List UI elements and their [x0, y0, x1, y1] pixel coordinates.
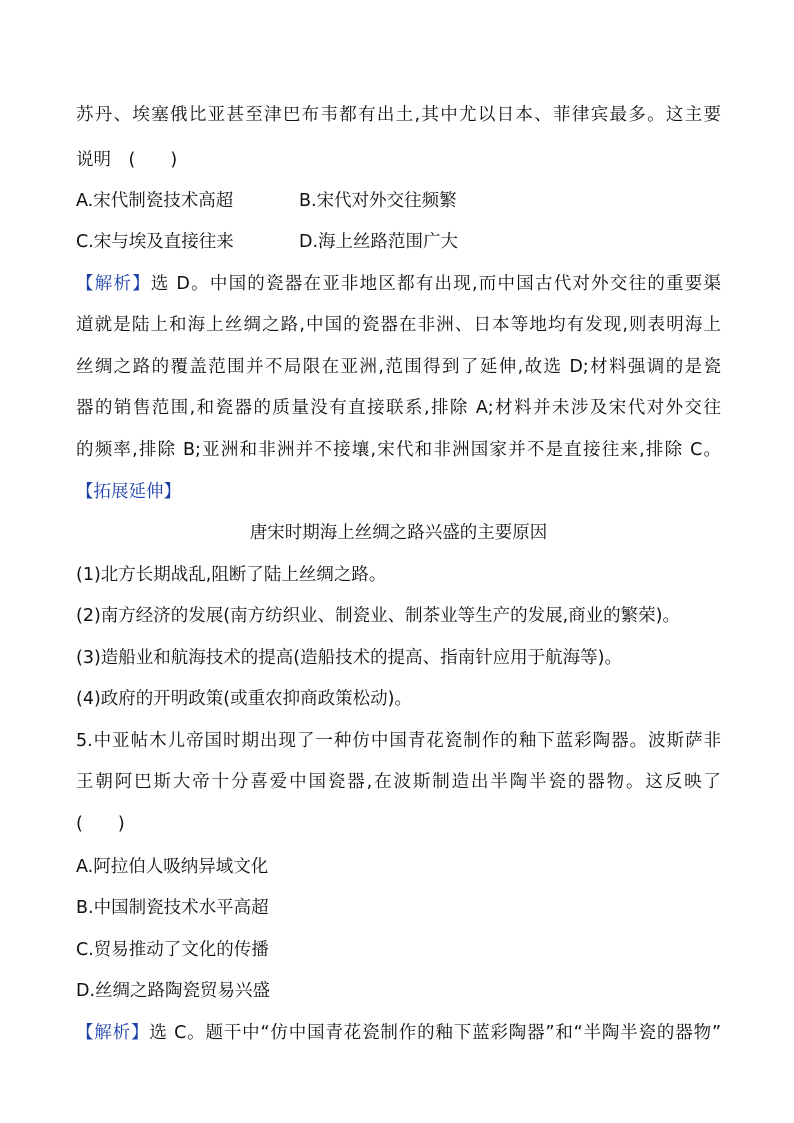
extension-tag: 【拓展延伸】 — [76, 482, 181, 502]
analysis5-line-1 — [76, 1022, 721, 1044]
analysis4-text-1: 选 D。中国的瓷器在亚非地区都有出现,而中国古代对外交往的重要渠 — [150, 274, 721, 294]
extension-item-3: (3)造船业和航海技术的提高(造船技术的提高、指南针应用于航海等)。 — [76, 648, 622, 668]
analysis4-line-2: 道就是陆上和海上丝绸之路,中国的瓷器在非洲、日本等地均有发现,则表明海上 — [76, 315, 721, 335]
analysis5-text-1: 选 C。题干中“仿中国青花瓷制作的釉下蓝彩陶器”和“半陶半瓷的器物” — [149, 1023, 722, 1043]
analysis5-tag: 【解析】 — [76, 1023, 150, 1043]
q4-option-c: C.宋与埃及直接往来 — [76, 232, 234, 252]
q4-option-d: D.海上丝路范围广大 — [299, 232, 459, 252]
q5-stem-line-2: 王朝阿巴斯大帝十分喜爱中国瓷器,在波斯制造出半陶半瓷的器物。这反映了 — [76, 772, 721, 792]
analysis4-tag: 【解析】 — [76, 274, 151, 294]
q5-stem-line-1: 5.中亚帖木儿帝国时期出现了一种仿中国青花瓷制作的釉下蓝彩陶器。波斯萨非 — [76, 731, 721, 751]
q5-option-a: A.阿拉伯人吸纳异域文化 — [76, 857, 269, 877]
q4-stem-line-1: 苏丹、埃塞俄比亚甚至津巴布韦都有出土,其中尤以日本、菲律宾最多。这主要 — [76, 105, 721, 125]
q5-option-b: B.中国制瓷技术水平高超 — [76, 898, 269, 918]
analysis4-line-3: 丝绸之路的覆盖范围并不局限在亚洲,范围得到了延伸,故选 D;材料强调的是瓷 — [76, 357, 721, 377]
extension-item-2: (2)南方经济的发展(南方纺织业、制瓷业、制茶业等生产的发展,商业的繁荣)。 — [76, 606, 681, 626]
q4-option-b: B.宋代对外交往频繁 — [299, 191, 457, 211]
extension-title: 唐宋时期海上丝绸之路兴盛的主要原因 — [249, 523, 548, 543]
extension-item-4: (4)政府的开明政策(或重农抑商政策松动)。 — [76, 689, 412, 709]
analysis4-line-1 — [76, 273, 721, 295]
extension-item-1: (1)北方长期战乱,阻断了陆上丝绸之路。 — [76, 565, 387, 585]
analysis4-line-5: 的频率,排除 B;亚洲和非洲并不接壤,宋代和非洲国家并不是直接往来,排除 C。 — [76, 440, 721, 460]
document-page — [76, 0, 722, 1123]
q5-stem-line-3: ( ) — [76, 814, 125, 834]
q5-option-d: D.丝绸之路陶瓷贸易兴盛 — [76, 981, 271, 1001]
q4-option-a: A.宋代制瓷技术高超 — [76, 191, 234, 211]
analysis4-line-4: 器的销售范围,和瓷器的质量没有直接联系,排除 A;材料并未涉及宋代对外交往 — [76, 398, 721, 418]
q5-option-c: C.贸易推动了文化的传播 — [76, 940, 269, 960]
q4-stem-line-2: 说明 ( ) — [76, 150, 178, 170]
